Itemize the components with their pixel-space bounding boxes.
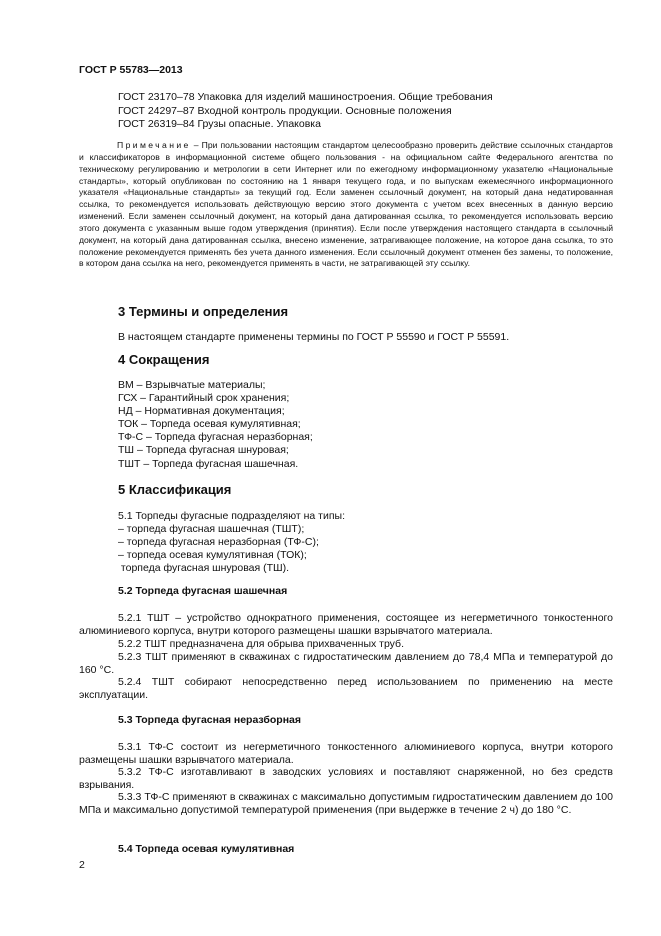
- abbreviation-item: ТФ-С – Торпеда фугасная неразборная;: [118, 431, 313, 444]
- paragraph-5-2-2: 5.2.2 ТШТ предназначена для обрыва прихваченных труб.: [118, 638, 404, 650]
- note-paragraph: [79, 140, 613, 270]
- abbreviation-item: ТОК – Торпеда осевая кумулятивная;: [118, 418, 301, 431]
- note-label: Примечание: [117, 140, 191, 150]
- classification-item: – торпеда осевая кумулятивная (ТОК);: [118, 549, 307, 562]
- paragraph-5-3-1: 5.3.1 ТФ-С состоит из негерметичного тонкостенного алюминиевого корпуса, внутри которого размещены шашки взрывчатого материала.: [79, 741, 613, 766]
- reference-item: ГОСТ 24297–87 Входной контроль продукции. Основные положения: [118, 104, 452, 117]
- classification-item: торпеда фугасная шнуровая (ТШ).: [118, 562, 290, 575]
- subsection-5-2-heading: 5.2 Торпеда фугасная шашечная: [118, 585, 288, 597]
- note-text: – При пользовании настоящим стандартом целесообразно проверить действие ссылочных стандартов и классификаторов в информационной системе общего пользования - на официальном сайте Федерального агентства по техническому регулированию и метрологии в сети Интернет или по ежегодному информационному указателю «Национальные стандарты», который опубликован по состоянию на 1 января текущего года, и по выпускам ежемесячного информационного указателя «Национальные стандарты» за текущий год. Если заменен ссылочный документ, на который дана недатированная ссылка, то рекомендуется использовать действующую версию этого документа с учетом всех внесенных в данную версию изменений. Если заменен ссылочный документ, на который дана датированная ссылка, то рекомендуется использовать версию этого документа с указанным выше годом утверждения (принятия). Если после утверждения настоящего стандарта в ссылочный документ, на который дана датированная ссылка, внесено изменение, затрагивающее положение, на которое дана ссылка, то это положение рекомендуется применять без учета данного изменения. Если ссылочный документ отменен без замены, то положение, в котором дана ссылка на него, рекомендуется применять в части, не затрагивающей эту ссылку.: [79, 140, 613, 269]
- classification-list: [118, 510, 345, 575]
- section-3-text: В настоящем стандарте применены термины по ГОСТ Р 55590 и ГОСТ Р 55591.: [118, 331, 510, 343]
- subsection-5-4-heading: 5.4 Торпеда осевая кумулятивная: [118, 843, 295, 855]
- reference-item: ГОСТ 23170–78 Упаковка для изделий машиностроения. Общие требования: [118, 91, 493, 103]
- subsection-5-3-heading: 5.3 Торпеда фугасная неразборная: [118, 714, 302, 726]
- section-5-heading: 5 Классификация: [118, 482, 232, 497]
- paragraph-5-2-1: 5.2.1 ТШТ – устройство однократного применения, состоящее из негерметичного тонкостенного алюминиевого корпуса, внутри которого размещены шашки взрывчатого материала.: [79, 612, 613, 637]
- classification-item: – торпеда фугасная неразборная (ТФ-С);: [118, 536, 319, 549]
- section-4-heading: 4 Сокращения: [118, 352, 210, 367]
- abbreviation-item: ТШТ – Торпеда фугасная шашечная.: [118, 457, 299, 470]
- abbreviation-item: ВМ – Взрывчатые материалы;: [118, 379, 266, 391]
- page-number: 2: [79, 859, 85, 871]
- section-3-heading: 3 Термины и определения: [118, 304, 289, 319]
- paragraph-5-3-3: 5.3.3 ТФ-С применяют в скважинах с максимально допустимым гидростатическим давлением до 100 МПа и максимально допустимой температурой применения (при выдержке в течение 2 ч) до 180 °С.: [79, 791, 613, 816]
- abbreviations-list: [118, 379, 313, 471]
- paragraph-5-3-2: 5.3.2 ТФ-С изготавливают в заводских условиях и поставляют снаряженной, но без средств взрывания.: [79, 766, 613, 791]
- abbreviation-item: НД – Нормативная документация;: [118, 405, 285, 418]
- reference-item: ГОСТ 26319–84 Грузы опасные. Упаковка: [118, 118, 321, 130]
- paragraph-5-2-3: 5.2.3 ТШТ применяют в скважинах с гидростатическим давлением до 78,4 МПа и температурой до 160 °С.: [79, 651, 613, 676]
- classification-item: – торпеда фугасная шашечная (ТШТ);: [118, 523, 305, 536]
- abbreviation-item: ГСХ – Гарантийный срок хранения;: [118, 392, 290, 405]
- classification-item: 5.1 Торпеды фугасные подразделяют на типы:: [118, 510, 345, 522]
- paragraph-5-2-4: 5.2.4 ТШТ собирают непосредственно перед использованием по применению на месте эксплуатации.: [79, 676, 613, 701]
- page-header: ГОСТ Р 55783—2013: [79, 64, 183, 76]
- abbreviation-item: ТШ – Торпеда фугасная шнуровая;: [118, 444, 289, 457]
- normative-references-list: [118, 91, 493, 132]
